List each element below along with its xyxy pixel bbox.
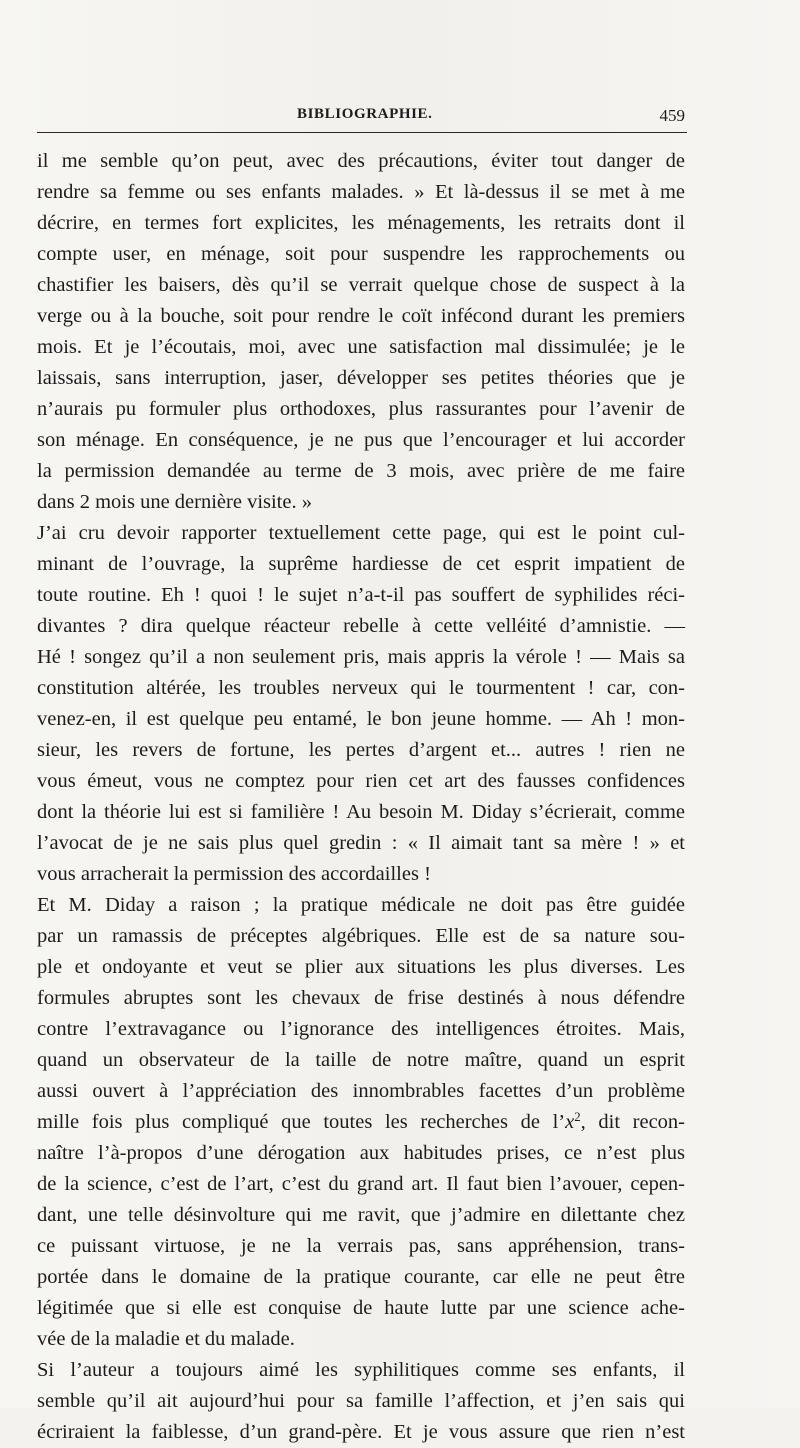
text-line: contre l’extravagance ou l’ignorance des intelligences étroites. Mais,: [37, 1018, 685, 1040]
running-head: [37, 106, 685, 130]
text-line: de la science, c’est de l’art, c’est du grand art. Il faut bien l’avouer, cepen-: [37, 1173, 685, 1195]
text-line: vée de la maladie et du malade.: [37, 1328, 295, 1350]
text-line: rendre sa femme ou ses enfants malades. » Et là-dessus il se met à me: [37, 181, 685, 203]
text-line: laissais, sans interruption, jaser, développer ses petites théories que je: [37, 367, 685, 389]
body-text: [37, 146, 685, 1448]
text-line: légitimée que si elle est conquise de haute lutte par une science ache-: [37, 1297, 685, 1319]
text-line: ce puissant virtuose, je ne la verrais pas, sans appréhension, trans-: [37, 1235, 685, 1257]
running-title: BIBLIOGRAPHIE.: [297, 106, 433, 122]
text-line: verge ou à la bouche, soit pour rendre le coït infécond durant les premiers: [37, 305, 685, 327]
text-line: n’aurais pu formuler plus orthodoxes, plus rassurantes pour l’avenir de: [37, 398, 685, 420]
page-number: 459: [659, 106, 685, 125]
text-line: il me semble qu’on peut, avec des précautions, éviter tout danger de: [37, 150, 685, 172]
text-line: venez-en, il est quelque peu entamé, le bon jeune homme. — Ah ! mon-: [37, 708, 685, 730]
text-line: sieur, les revers de fortune, les pertes d’argent et... autres ! rien ne: [37, 739, 685, 761]
text-line: chastifier les baisers, dès qu’il se verrait quelque chose de suspect à la: [37, 274, 685, 296]
text-line: constitution altérée, les troubles nerveux qui le tourmentent ! car, con-: [37, 677, 685, 699]
text-line: dant, une telle désinvolture qui me ravit, que j’admire en dilettante chez: [37, 1204, 685, 1226]
text-line: naître l’à-propos d’une dérogation aux habitudes prises, ce n’est plus: [37, 1142, 685, 1164]
text-line: décrire, en termes fort explicites, les ménagements, les retraits dont il: [37, 212, 685, 234]
text-line: divantes ? dira quelque réacteur rebelle à cette velléité d’amnistie. —: [37, 615, 685, 637]
text-line: l’avocat de je ne sais plus quel gredin : « Il aimait tant sa mère ! » et: [37, 832, 685, 854]
text-line: semble qu’il ait aujourd’hui pour sa famille l’affection, et j’en sais qui: [37, 1390, 685, 1412]
math-exponent: 2: [574, 1110, 581, 1125]
text-line: dans 2 mois une dernière visite. »: [37, 491, 312, 513]
text-line: quand un observateur de la taille de notre maître, quand un esprit: [37, 1049, 685, 1071]
text-line: compte user, en ménage, soit pour suspendre les rapprochements ou: [37, 243, 685, 265]
text-line: écriraient la faiblesse, d’un grand-père. Et je vous assure que rien n’est: [37, 1421, 685, 1443]
text-fragment: mille fois plus compliqué que toutes les recherches de l’: [37, 1111, 566, 1133]
text-line: aussi ouvert à l’appréciation des innombrables facettes d’un problème: [37, 1080, 685, 1102]
text-line: [37, 1107, 685, 1138]
text-line: Hé ! songez qu’il a non seulement pris, mais appris la vérole ! — Mais sa: [37, 646, 685, 668]
text-line: par un ramassis de préceptes algébriques. Elle est de sa nature sou-: [37, 925, 685, 947]
math-variable: x: [565, 1111, 575, 1133]
text-line: ple et ondoyante et veut se plier aux situations les plus diverses. Les: [37, 956, 685, 978]
text-line: son ménage. En conséquence, je ne pus que l’encourager et lui accorder: [37, 429, 685, 451]
text-line: mois. Et je l’écoutais, moi, avec une satisfaction mal dissimulée; je le: [37, 336, 685, 358]
text-line: formules abruptes sont les chevaux de frise destinés à nous défendre: [37, 987, 685, 1009]
text-line: vous arracherait la permission des accordailles !: [37, 863, 431, 885]
text-line: J’ai cru devoir rapporter textuellement cette page, qui est le point cul-: [37, 522, 685, 544]
text-line: minant de l’ouvrage, la suprême hardiesse de cet esprit impatient de: [37, 553, 685, 575]
text-line: portée dans le domaine de la pratique courante, car elle ne peut être: [37, 1266, 685, 1288]
text-line: dont la théorie lui est si familière ! Au besoin M. Diday s’écrierait, comme: [37, 801, 685, 823]
text-line: Si l’auteur a toujours aimé les syphilitiques comme ses enfants, il: [37, 1359, 685, 1381]
text-line: toute routine. Eh ! quoi ! le sujet n’a-t-il pas souffert de syphilides réci-: [37, 584, 685, 606]
text-line: la permission demandée au terme de 3 mois, avec prière de me faire: [37, 460, 685, 482]
text-line: vous émeut, vous ne comptez pour rien cet art des fausses confidences: [37, 770, 685, 792]
text-fragment: , dit recon-: [580, 1111, 685, 1133]
header-rule: [37, 132, 687, 133]
text-line: Et M. Diday a raison ; la pratique médicale ne doit pas être guidée: [37, 894, 685, 916]
